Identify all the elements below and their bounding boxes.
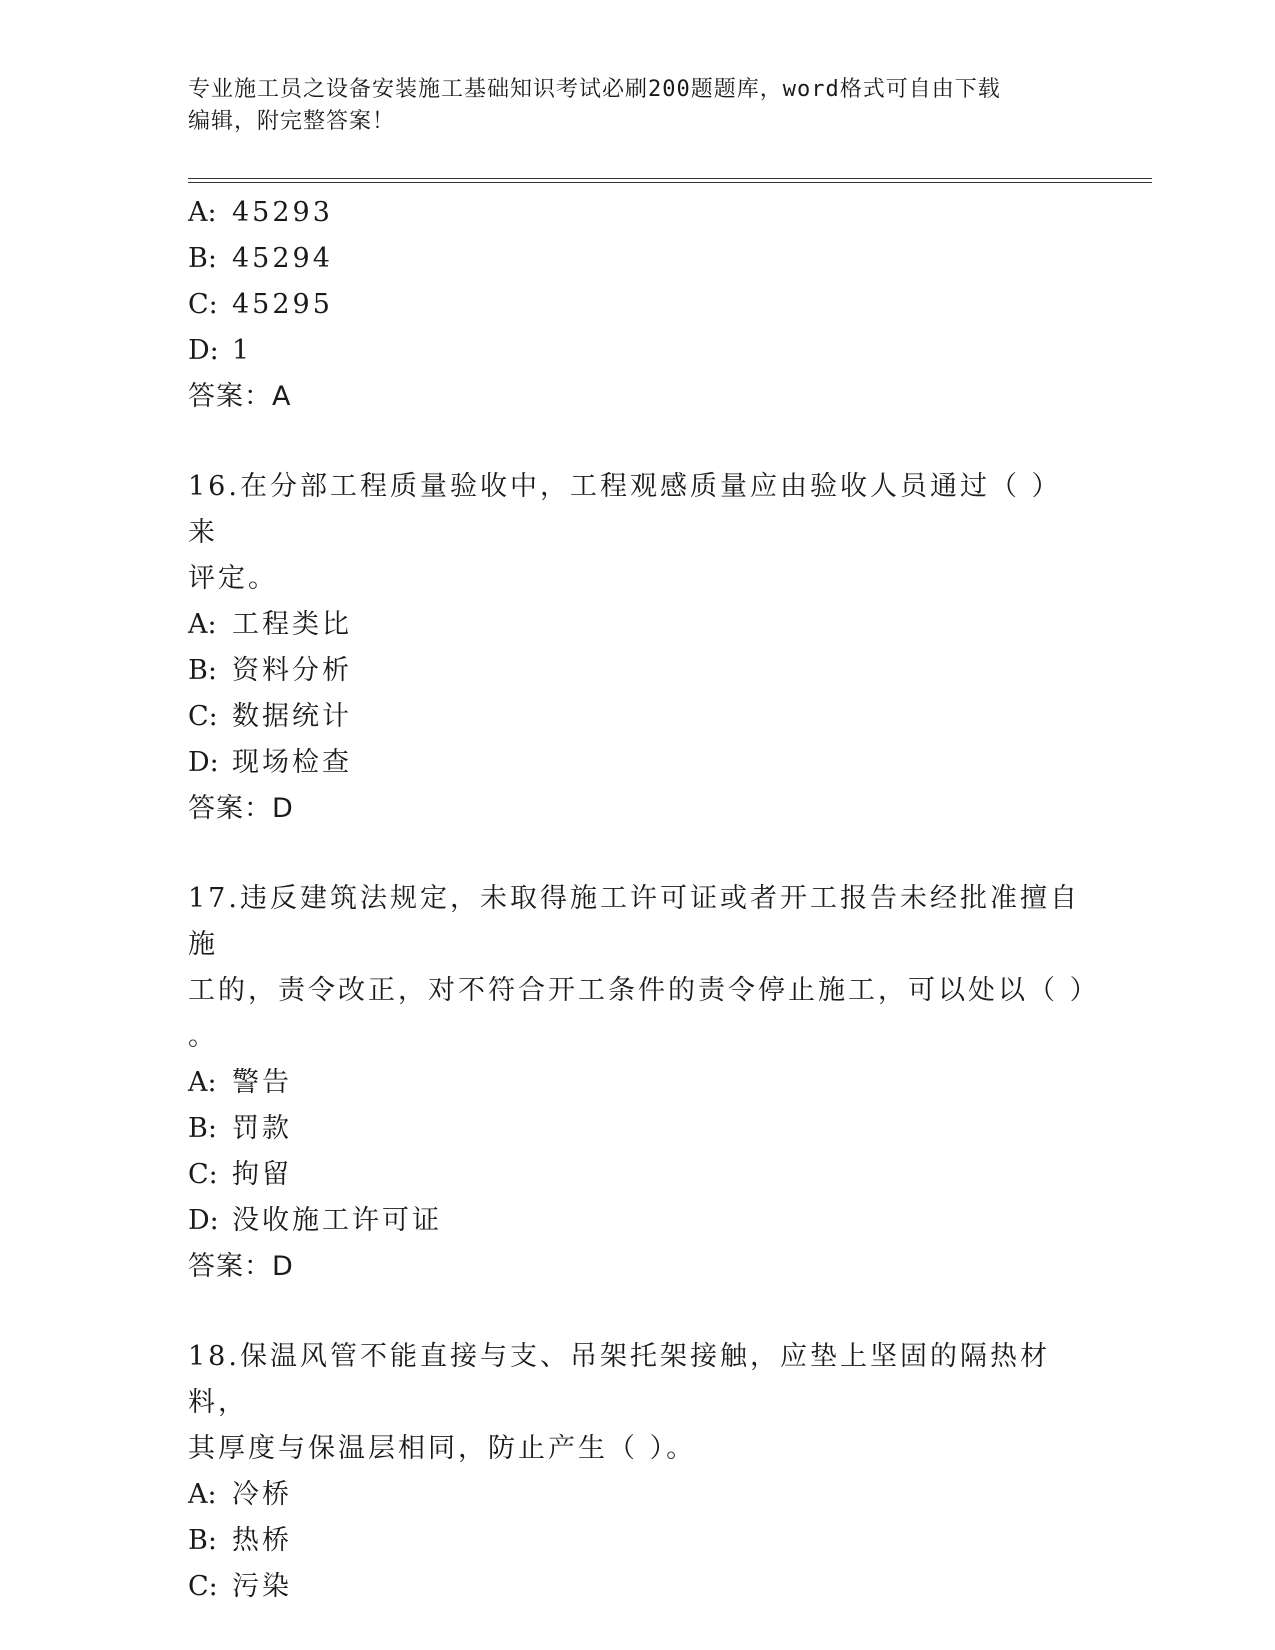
question-text-line: 其厚度与保温层相同，防止产生（ ）。 (188, 1433, 697, 1464)
option-label: C: (188, 1571, 218, 1602)
option-label: C: (188, 1159, 218, 1190)
option-c (188, 1152, 1088, 1198)
option-text: 警告 (232, 1067, 292, 1098)
option-text: 资料分析 (232, 655, 352, 686)
option-text: 1 (232, 335, 253, 366)
option-b (188, 236, 1088, 282)
option-label: C: (188, 701, 218, 732)
header-divider-bottom (188, 182, 1152, 183)
option-a (188, 1060, 1088, 1106)
question-text-line: 。 (188, 1021, 218, 1052)
option-b (188, 1518, 1088, 1564)
option-label: A: (188, 609, 217, 640)
option-text: 数据统计 (232, 701, 352, 732)
option-label: A: (188, 197, 217, 228)
header-line-2: 编辑，附完整答案！ (188, 109, 396, 134)
option-label: D: (188, 1205, 219, 1236)
option-text: 现场检查 (232, 747, 352, 778)
spacer (188, 420, 1088, 464)
option-a (188, 1472, 1088, 1518)
question-text-line: 工的，责令改正，对不符合开工条件的责令停止施工，可以处以（ ） (188, 975, 1100, 1006)
option-b (188, 648, 1088, 694)
option-text: 拘留 (232, 1159, 292, 1190)
document-header (188, 74, 1068, 138)
option-label: A: (188, 1067, 217, 1098)
option-label: B: (188, 655, 217, 686)
answer-line: 答案：D (188, 1251, 294, 1282)
option-label: A: (188, 1479, 217, 1510)
option-text: 罚款 (232, 1113, 292, 1144)
spacer (188, 1290, 1088, 1334)
question-18-block (188, 1334, 1088, 1610)
answer-line: 答案：D (188, 793, 294, 824)
option-text: 45295 (232, 289, 333, 320)
answer-line: 答案：A (188, 381, 292, 412)
option-label: C: (188, 289, 218, 320)
option-d (188, 1198, 1088, 1244)
option-label: B: (188, 243, 217, 274)
question-text-line: 18.保温风管不能直接与支、吊架托架接触，应垫上坚固的隔热材料， (188, 1341, 1050, 1418)
option-d (188, 328, 1088, 374)
header-divider-top (188, 178, 1152, 179)
option-text: 冷桥 (232, 1479, 292, 1510)
option-c (188, 282, 1088, 328)
option-text: 热桥 (232, 1525, 292, 1556)
option-text: 45294 (232, 243, 333, 274)
option-text: 45293 (232, 197, 333, 228)
question-16-block (188, 464, 1088, 832)
spacer (188, 832, 1088, 876)
question-list (188, 190, 1100, 1610)
option-label: B: (188, 1113, 217, 1144)
header-line-1: 专业施工员之设备安装施工基础知识考试必刷200题题库，word格式可自由下载 (188, 77, 1001, 102)
question-text-line: 16.在分部工程质量验收中，工程观感质量应由验收人员通过（ ）来 (188, 471, 1062, 548)
option-text: 没收施工许可证 (232, 1205, 442, 1236)
option-b (188, 1106, 1088, 1152)
question-text-line: 17.违反建筑法规定，未取得施工许可证或者开工报告未经批准擅自施 (188, 883, 1080, 960)
option-label: D: (188, 335, 219, 366)
option-text: 工程类比 (232, 609, 352, 640)
option-label: B: (188, 1525, 217, 1556)
question-15-block (188, 190, 1088, 420)
question-text-line: 评定。 (188, 563, 278, 594)
option-text: 污染 (232, 1571, 292, 1602)
option-c (188, 694, 1088, 740)
question-17-block (188, 876, 1100, 1290)
option-a (188, 602, 1088, 648)
option-c (188, 1564, 1088, 1610)
option-d (188, 740, 1088, 786)
option-a (188, 190, 1088, 236)
option-label: D: (188, 747, 219, 778)
